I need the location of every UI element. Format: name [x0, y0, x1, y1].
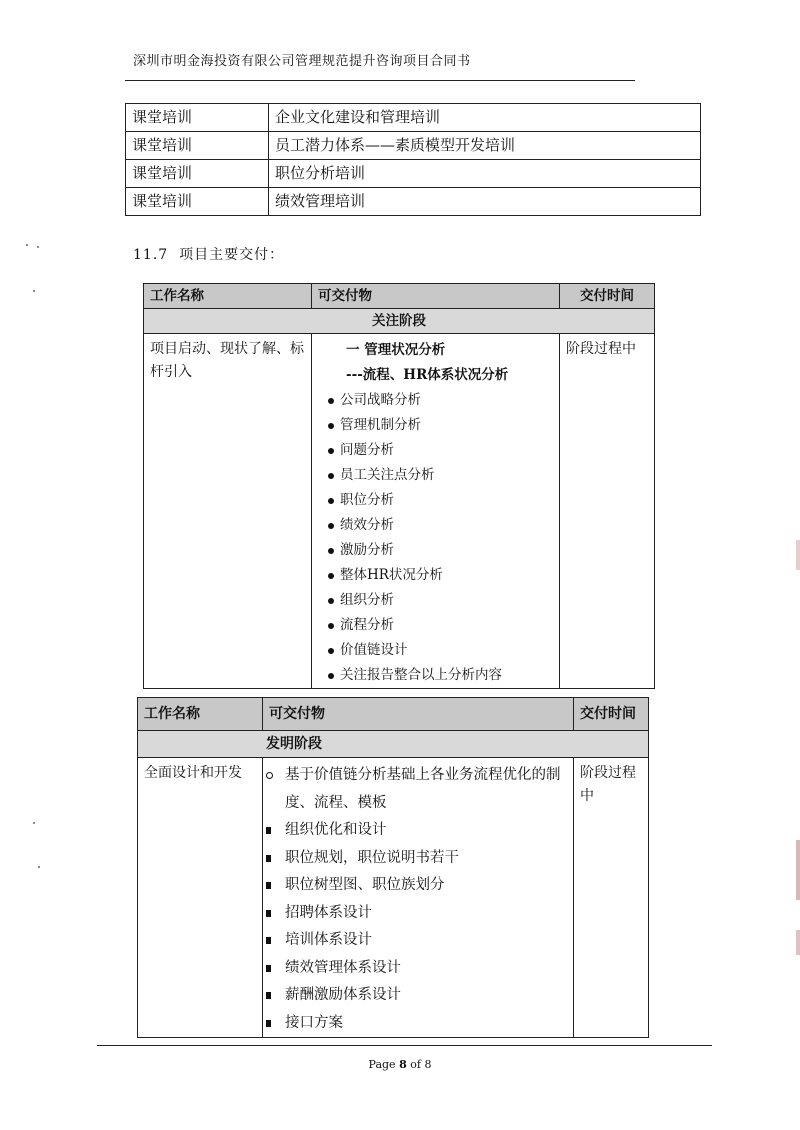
training-content: 绩效管理培训: [269, 188, 701, 216]
list-item: 职位规划，职位说明书若干: [269, 845, 567, 873]
of-label: of: [410, 1058, 421, 1071]
col-header-work-name: 工作名称: [138, 698, 263, 731]
training-type: 课堂培训: [126, 132, 269, 160]
scan-speck: [26, 244, 28, 246]
section-heading: [133, 244, 284, 264]
list-item: 职位分析: [318, 488, 553, 513]
deliverables-list: [318, 334, 553, 688]
work-name-cell: [144, 334, 312, 689]
training-type: 课堂培训: [126, 104, 269, 132]
list-item: 员工关注点分析: [318, 463, 553, 488]
hollow-bullet-icon: [266, 772, 273, 779]
scan-speck: [33, 822, 35, 824]
phase2-deliverables-table: [137, 697, 649, 1038]
phase-row: [138, 731, 649, 758]
work-name: 全面设计和开发: [144, 765, 242, 781]
list-item: 管理机制分析: [318, 413, 553, 438]
training-type: 课堂培训: [126, 160, 269, 188]
training-table: [125, 103, 701, 216]
bullet-icon: [328, 548, 334, 554]
bullet-icon: [328, 523, 334, 529]
time-cell: [574, 758, 649, 1038]
deliverables-cell: [263, 758, 574, 1038]
work-name: 项目启动、现状了解、标杆引入: [150, 341, 304, 380]
total-pages: 8: [424, 1058, 432, 1071]
list-item: 职位树型图、职位族划分: [269, 872, 567, 900]
table-row: [126, 132, 701, 160]
list-item: ---流程、HR体系状况分析: [346, 367, 509, 383]
time-cell: [560, 334, 655, 689]
bullet-icon: [328, 398, 334, 404]
section-title: 项目主要交付：: [179, 247, 285, 263]
list-item: 问题分析: [318, 438, 553, 463]
page-footer: [0, 1058, 800, 1071]
list-item: 基于价值链分析基础上各业务流程优化的制度、流程、模板: [269, 762, 567, 817]
list-item: 薪酬激励体系设计: [269, 982, 567, 1010]
training-content: 职位分析培训: [269, 160, 701, 188]
bullet-icon: [328, 598, 334, 604]
table-row: [126, 188, 701, 216]
page-header: 深圳市明金海投资有限公司管理规范提升咨询项目合同书: [133, 54, 471, 69]
training-content: 员工潜力体系——素质模型开发培训: [269, 132, 701, 160]
page-number: 8: [399, 1058, 407, 1071]
bullet-icon: [328, 673, 334, 679]
col-header-time: 交付时间: [574, 698, 649, 731]
col-header-deliverables: 可交付物: [312, 284, 560, 309]
list-item: 一 管理状况分析: [346, 342, 446, 358]
scan-speck: [37, 246, 39, 248]
bullet-icon: [328, 623, 334, 629]
deliverables-list: [269, 758, 567, 1037]
phase-label: 发明阶段: [138, 731, 649, 758]
training-type: 课堂培训: [126, 188, 269, 216]
delivery-time: 阶段过程中: [580, 765, 636, 804]
header-divider: [125, 80, 635, 81]
scan-speck: [38, 866, 40, 868]
page-label: Page: [368, 1058, 396, 1071]
list-item: 流程分析: [318, 613, 553, 638]
table-row: [126, 160, 701, 188]
bullet-icon: [266, 1020, 271, 1027]
bullet-icon: [266, 992, 271, 999]
bullet-icon: [266, 937, 271, 944]
bullet-icon: [266, 910, 271, 917]
list-item: 激励分析: [318, 538, 553, 563]
bullet-icon: [266, 855, 271, 862]
list-item: 绩效分析: [318, 513, 553, 538]
list-item: 关注报告整合以上分析内容: [318, 663, 553, 688]
scan-speck: [33, 290, 35, 292]
col-header-time: 交付时间: [560, 284, 655, 309]
bullet-icon: [266, 827, 271, 834]
phase-row: [144, 309, 655, 334]
table-row: [144, 334, 655, 689]
deliverables-cell: [312, 334, 560, 689]
col-header-deliverables: 可交付物: [263, 698, 574, 731]
scan-edge-mark: [796, 540, 800, 570]
table-header-row: [144, 284, 655, 309]
list-item: 接口方案: [269, 1010, 567, 1038]
list-item: 组织优化和设计: [269, 817, 567, 845]
phase1-deliverables-table: [143, 283, 655, 689]
list-item: 绩效管理体系设计: [269, 955, 567, 983]
list-item: 培训体系设计: [269, 927, 567, 955]
list-item: 整体HR状况分析: [318, 563, 553, 588]
footer-divider: [97, 1045, 712, 1046]
table-row: [138, 758, 649, 1038]
bullet-icon: [328, 573, 334, 579]
col-header-work-name: 工作名称: [144, 284, 312, 309]
bullet-icon: [328, 648, 334, 654]
table-header-row: [138, 698, 649, 731]
bullet-icon: [328, 448, 334, 454]
bullet-icon: [328, 498, 334, 504]
list-item: 公司战略分析: [318, 388, 553, 413]
phase-label: 关注阶段: [144, 309, 655, 334]
scan-edge-mark: [796, 930, 800, 955]
list-item: 招聘体系设计: [269, 900, 567, 928]
scan-edge-mark: [796, 840, 800, 900]
delivery-time: 阶段过程中: [566, 341, 636, 357]
training-content: 企业文化建设和管理培训: [269, 104, 701, 132]
bullet-icon: [328, 473, 334, 479]
bullet-icon: [266, 882, 271, 889]
section-number: 11.7: [133, 247, 169, 263]
work-name-cell: [138, 758, 263, 1038]
bullet-icon: [266, 965, 271, 972]
list-item: 组织分析: [318, 588, 553, 613]
table-row: [126, 104, 701, 132]
list-item: 价值链设计: [318, 638, 553, 663]
bullet-icon: [328, 423, 334, 429]
